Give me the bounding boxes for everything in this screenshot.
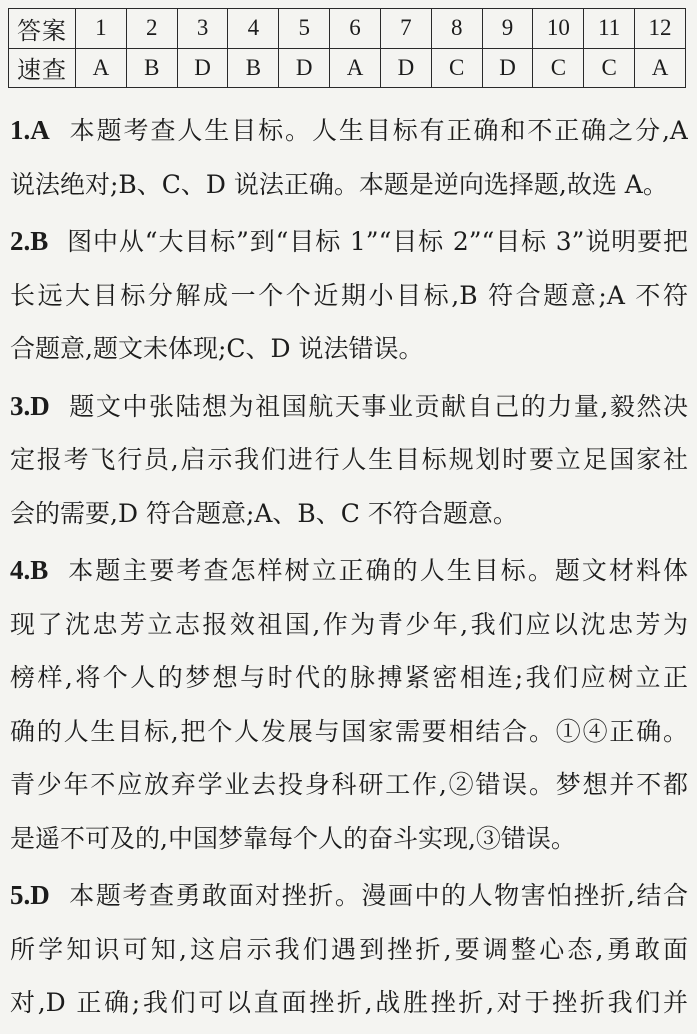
answer-letter-row (9, 48, 686, 88)
line-text: 本题主要考查怎样树立正确的人生目标。题文材料体 (66, 556, 688, 585)
item-label: 5.D (10, 880, 50, 910)
explanation-line: 所学知识可知,这启示我们遇到挫折,要调整心态,勇敢面 (10, 934, 688, 964)
question-number: 6 (330, 9, 381, 49)
answer-letter: D (482, 48, 533, 88)
answer-letter: C (584, 48, 635, 88)
answer-letter: D (380, 48, 431, 88)
answer-letter: B (126, 48, 177, 88)
question-number: 11 (584, 9, 635, 49)
answer-letter: A (76, 48, 127, 88)
explanation-line: 确的人生目标,把个人发展与国家需要相结合。①④正确。 (10, 716, 688, 746)
explanations (10, 104, 688, 1034)
answer-letter: A (330, 48, 381, 88)
line-text: 题文中张陆想为祖国航天事业贡献自己的力量,毅然决 (67, 391, 688, 421)
line-text: 图中从“大目标”到“目标 1”“目标 2”“目标 3”说明要把 (66, 227, 688, 256)
question-number: 4 (228, 9, 279, 49)
answer-quick-check-table (8, 8, 686, 88)
answer-letter: D (177, 48, 228, 88)
item-label: 3.D (10, 390, 50, 421)
answer-letter: C (431, 48, 482, 88)
explanation-line: 对,D 正确;我们可以直面挫折,战胜挫折,对于挫折我们并 (10, 988, 688, 1017)
explanation-line: 是遥不可及的,中国梦靠每个人的奋斗实现,③错误。 (10, 823, 576, 853)
question-number: 5 (279, 9, 330, 49)
explanation-item-2 (10, 215, 688, 376)
line-text: 本题考查勇敢面对挫折。漫画中的人物害怕挫折,结合 (67, 881, 688, 910)
explanation-line: 长远大目标分解成一个个近期小目标,B 符合题意;A 不符 (10, 280, 688, 310)
item-label: 4.B (10, 555, 49, 585)
explanation-line: 定报考飞行员,启示我们进行人生目标规划时要立足国家社 (10, 445, 688, 474)
explanation-line (10, 215, 688, 269)
explanation-line: 青少年不应放弃学业去投身科研工作,②错误。梦想并不都 (10, 770, 688, 799)
item-label: 1.A (10, 115, 50, 145)
item-label: 2.B (10, 226, 49, 256)
answer-letter: C (533, 48, 584, 88)
explanation-line: 现了沈忠芳立志报效祖国,作为青少年,我们应以沈忠芳为 (10, 609, 688, 639)
explanation-line (10, 380, 688, 434)
explanation-line: 榜样,将个人的梦想与时代的脉搏紧密相连;我们应树立正 (10, 663, 688, 692)
explanation-item-4 (10, 544, 688, 865)
explanation-item-5 (10, 869, 688, 1030)
answer-letter: D (279, 48, 330, 88)
line-text: 本题考查人生目标。人生目标有正确和不正确之分,A (67, 116, 688, 145)
explanation-line: 说法绝对;B、C、D 说法正确。本题是逆向选择题,故选 A。 (10, 169, 668, 199)
table-header-quick-check: 速查 (9, 48, 76, 88)
explanation-line (10, 544, 688, 598)
question-number: 1 (76, 9, 127, 49)
question-number: 12 (635, 9, 686, 49)
question-number-row (9, 9, 686, 49)
explanation-item-3 (10, 380, 688, 541)
answer-letter: A (635, 48, 686, 88)
explanation-line: 会的需要,D 符合题意;A、B、C 不符合题意。 (10, 498, 518, 528)
explanation-line (10, 104, 688, 158)
question-number: 8 (431, 9, 482, 49)
question-number: 9 (482, 9, 533, 49)
question-number: 10 (533, 9, 584, 49)
explanation-item-1 (10, 104, 688, 211)
explanation-line (10, 869, 688, 923)
question-number: 7 (380, 9, 431, 49)
answer-letter: B (228, 48, 279, 88)
table-header-answer: 答案 (9, 9, 76, 49)
question-number: 2 (126, 9, 177, 49)
question-number: 3 (177, 9, 228, 49)
explanation-line: 合题意,题文未体现;C、D 说法错误。 (10, 334, 424, 363)
